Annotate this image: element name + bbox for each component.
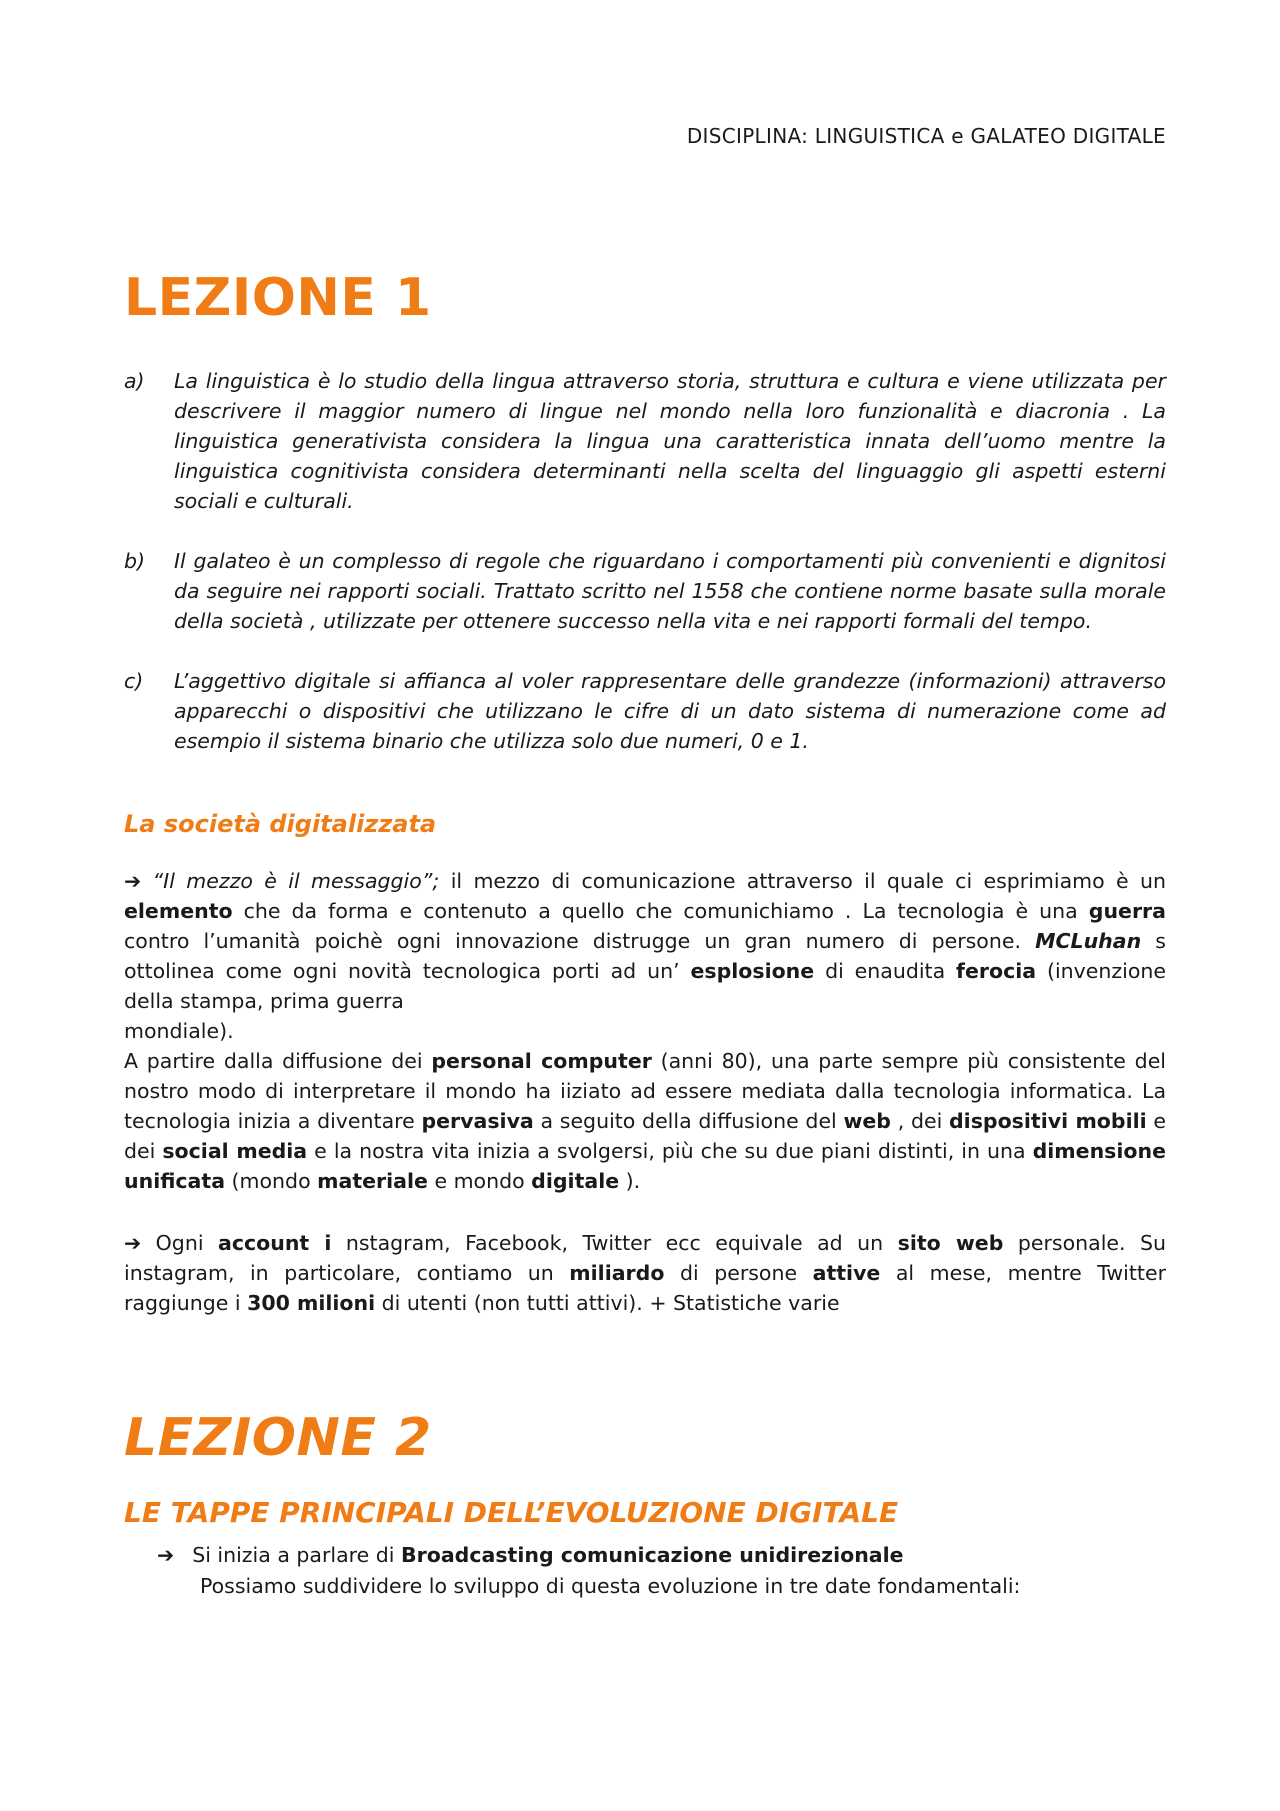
definition-a [124,366,1166,516]
bold-term: Broadcasting comunicazione unidirezionale [401,1543,904,1567]
definition-b [124,546,1166,636]
bold-italic-term: MCLuhan [1035,929,1142,953]
text-run: di persone [664,1261,813,1285]
bold-term: dimensione unificata [124,1139,1166,1193]
bold-term: sito web [897,1231,1004,1255]
bold-term: guerra [1088,899,1166,923]
text-run: Si inizia a parlare di [192,1543,402,1567]
paragraph-mcluhan-end: mondiale). [124,1019,234,1043]
bold-term: ferocia [956,959,1037,983]
quote-text: “Il mezzo è il messaggio”; [141,869,440,893]
arrow-icon: ➔ [157,1543,175,1567]
text-run: e mondo [427,1169,532,1193]
paragraph-mcluhan-text [124,866,1166,1016]
paragraph-account-text [124,1228,1166,1318]
bold-term: web [843,1109,891,1133]
definition-marker: b) [124,549,146,573]
definition-marker: a) [124,369,145,393]
bold-term: personal computer [431,1049,652,1073]
bold-term: miliardo [569,1261,665,1285]
text-run: personale. Su instagram, in particolare, contiamo un [124,1231,1167,1285]
text-run: di utenti (non tutti attivi). + Statistiche varie [375,1291,840,1315]
text-run: e dei [124,1109,1166,1163]
text-run: a seguito della diffusione del [533,1109,844,1133]
bold-term: elemento [124,899,233,923]
bold-term: attive [812,1261,881,1285]
bold-term: 300 milioni [247,1291,376,1315]
paragraph-account [124,1228,1166,1318]
text-run: (invenzione della stampa, prima guerra [124,959,1166,1013]
definition-text: L’aggettivo digitale si affianca al voler rappresentare delle grandezze (informazioni) attraverso apparecchi o dispositivi che utilizzano le cifre di un dato sistema di numerazione come ad esempio il sistema binario che utilizza solo due numeri, 0 e 1. [174,669,1166,753]
definition-c [124,666,1166,756]
text-run: di enaudita [814,959,957,983]
bold-term: pervasiva [421,1109,534,1133]
text-run: , dei [891,1109,949,1133]
bold-term: digitale [531,1169,620,1193]
paragraph-mcluhan [124,866,1166,1196]
definition-marker: c) [124,669,144,693]
definition-text: La linguistica è lo studio della lingua attraverso storia, struttura e cultura e viene utilizzata per descrivere il maggior numero di lingue nel mondo nella loro funzionalità e diacronia . La linguistica generativista considera la lingua una caratteristica innata dell’uomo mentre la linguistica cognitivista considera determinanti nella scelta del linguaggio gli aspetti esterni sociali e culturali. [174,369,1166,513]
text-run: A partire dalla diffusione dei [124,1049,432,1073]
section-title-societa-digitalizzata: La società digitalizzata [124,810,437,838]
lesson-1-title: LEZIONE 1 [124,268,432,328]
arrow-icon: ➔ [124,1231,142,1255]
text-run: al mese, mentre Twitter raggiunge i [124,1261,1166,1315]
bold-term: materiale [317,1169,428,1193]
definition-text: Il galateo è un complesso di regole che riguardano i comportamenti più convenienti e dignitosi da seguire nei rapporti sociali. Trattato scritto nel 1558 che contiene norme basate sulla morale della società , utilizzate per ottenere successo nella vita e nei rapporti formali del tempo. [174,549,1166,633]
bold-term: social media [162,1139,308,1163]
document-header: DISCIPLINA: LINGUISTICA e GALATEO DIGITALE [686,124,1166,148]
lesson-2-title: LEZIONE 2 [124,1408,432,1468]
text-run: (mondo [225,1169,318,1193]
text-run: nstagram, Facebook, Twitter ecc equivale ad un [331,1231,898,1255]
text-run: e la nostra vita inizia a svolgersi, più che su due piani distinti, in una [307,1139,1033,1163]
bold-term: dispositivi mobili [949,1109,1147,1133]
broadcasting-bullet [157,1540,1167,1570]
tre-date-line: Possiamo suddividere lo sviluppo di questa evoluzione in tre date fondamentali: [200,1574,1021,1598]
text-run: Ogni [141,1231,219,1255]
text-run: s ottolinea come ogni novità tecnologica porti ad un’ [124,929,1166,983]
text-run: che da forma e contenuto a quello che comunichiamo . La tecnologia è una [232,899,1089,923]
text-run: contro l’umanità poichè ogni innovazione distrugge un gran numero di persone. [124,929,1036,953]
definitions-list [124,366,1166,786]
text-run: (anni 80), una parte sempre più consistente del nostro modo di interpretare il mondo ha iiziato ad essere mediata dalla tecnologia informatica. La tecnologia inizia a diventare [124,1049,1166,1133]
lesson-2-subtitle: LE TAPPE PRINCIPALI DELL’EVOLUZIONE DIGITALE [124,1496,899,1529]
bold-term: account i [218,1231,332,1255]
text-run: ). [619,1169,641,1193]
paragraph-personal-computer [124,1046,1166,1196]
arrow-icon: ➔ [124,869,142,893]
text-run: il mezzo di comunicazione attraverso il quale ci esprimiamo è un [439,869,1166,893]
bold-term: esplosione [690,959,815,983]
